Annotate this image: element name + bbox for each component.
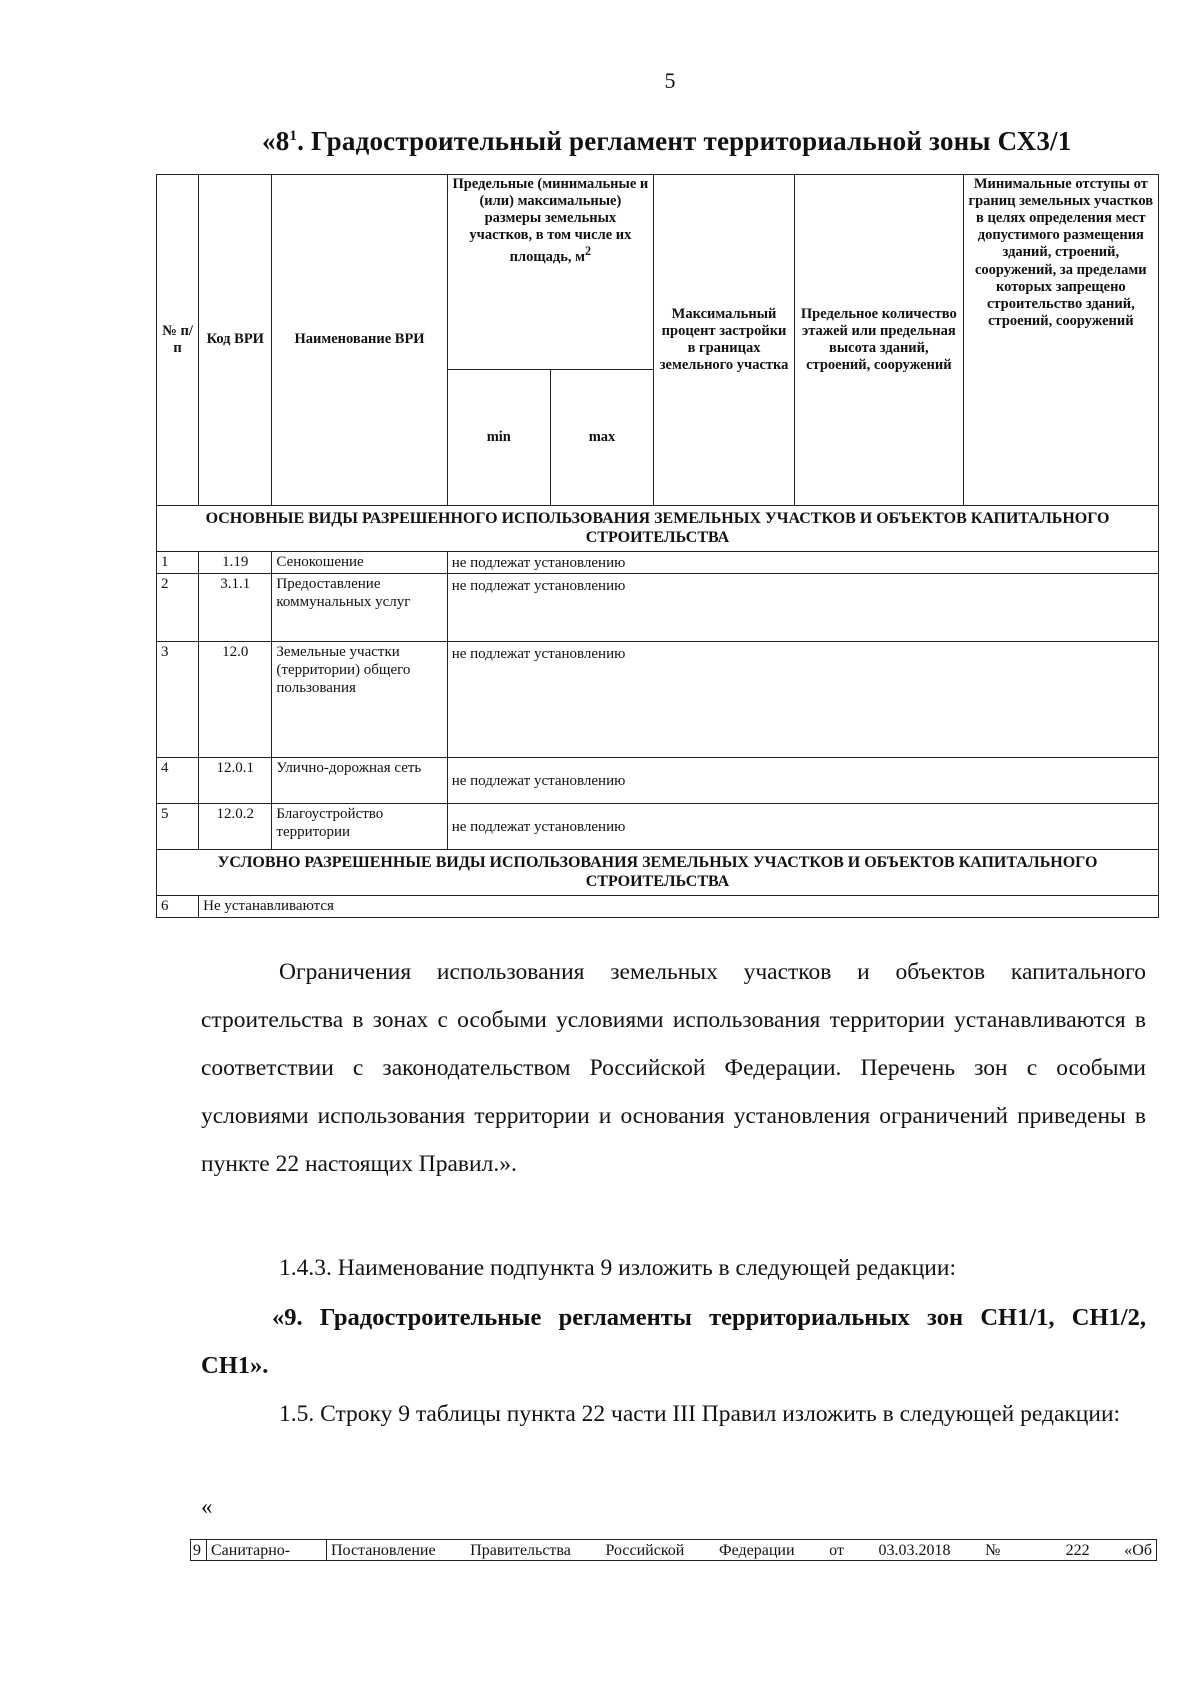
row-num: 5 bbox=[157, 804, 199, 850]
table-row bbox=[157, 574, 1159, 642]
footer-table bbox=[190, 1539, 1157, 1561]
header-sizes-text: Предельные (минимальные и (или) максимальные) размеры земельных участков, в том числе их площадь, м bbox=[452, 176, 649, 266]
quote-open: « bbox=[201, 1494, 213, 1519]
header-sizes-sup: 2 bbox=[585, 244, 592, 259]
row-name: Сенокошение bbox=[272, 552, 447, 574]
footer-text: Постановление Правительства Российской Федерации от 03.03.2018 № 222 «Об bbox=[327, 1540, 1157, 1561]
row-name: Благоустройство территории bbox=[272, 804, 447, 850]
regulation-title bbox=[262, 126, 1071, 157]
header-min: min bbox=[447, 370, 550, 506]
row-num: 4 bbox=[157, 758, 199, 804]
header-sizes bbox=[447, 175, 653, 370]
regulation-table bbox=[156, 174, 1159, 918]
row-num: 6 bbox=[157, 896, 199, 918]
page-number: 5 bbox=[664, 68, 676, 93]
row-code: 1.19 bbox=[199, 552, 272, 574]
table-row bbox=[157, 804, 1159, 850]
header-max: max bbox=[550, 370, 653, 506]
table-row bbox=[157, 642, 1159, 758]
paragraph-9-title-text: «9. Градостроительные регламенты территориальных зон СН1/1, СН1/2, СН1». bbox=[201, 1304, 1146, 1379]
header-floors: Предельное количество этажей или предельная высота зданий, строений, сооружений bbox=[795, 175, 964, 506]
row-note: Не устанавливаются bbox=[199, 896, 1159, 918]
row-code: 12.0.1 bbox=[199, 758, 272, 804]
header-code: Код ВРИ bbox=[199, 175, 272, 506]
paragraph-restrictions-text: Ограничения использования земельных участков и объектов капитального строительства в зонах с особыми условиями использования территории устанавливаются в соответствии с законодательством Российской Федерации. Перечень зон с особыми условиями использования территории и основания установления ограничений приведены в пункте 22 настоящих Правил.». bbox=[201, 959, 1146, 1177]
table-row bbox=[157, 896, 1159, 918]
table-row bbox=[157, 552, 1159, 574]
paragraph-9-title bbox=[201, 1294, 1146, 1390]
table-row bbox=[191, 1540, 1157, 1561]
paragraph-1-5 bbox=[201, 1390, 1146, 1438]
header-setback: Минимальные отступы от границ земельных участков в целях определения мест допустимого размещения зданий, строений, сооружений, за пределами которых запрещено строительство зданий, строений, сооружений bbox=[963, 175, 1158, 506]
row-name: Улично-дорожная сеть bbox=[272, 758, 447, 804]
row-code: 12.0.2 bbox=[199, 804, 272, 850]
row-num: 3 bbox=[157, 642, 199, 758]
row-num: 1 bbox=[157, 552, 199, 574]
paragraph-restrictions bbox=[201, 948, 1146, 1188]
title-superscript: 1 bbox=[289, 128, 298, 144]
row-note: не подлежат установлению bbox=[447, 552, 1158, 574]
row-name: Земельные участки (территории) общего пользования bbox=[272, 642, 447, 758]
row-note: не подлежат установлению bbox=[447, 574, 1158, 642]
title-prefix: «8 bbox=[262, 126, 290, 156]
row-note: не подлежат установлению bbox=[447, 804, 1158, 850]
table-row bbox=[157, 758, 1159, 804]
paragraph-1-4-3: 1.4.3. Наименование подпункта 9 изложить в следующей редакции: bbox=[279, 1255, 956, 1281]
section-conditional: УСЛОВНО РАЗРЕШЕННЫЕ ВИДЫ ИСПОЛЬЗОВАНИЯ ЗЕМЕЛЬНЫХ УЧАСТКОВ И ОБЪЕКТОВ КАПИТАЛЬНОГО СТРОИТЕЛЬСТВА bbox=[157, 850, 1159, 896]
title-text: . Градостроительный регламент территориальной зоны СХ3/1 bbox=[297, 126, 1072, 156]
header-percent: Максимальный процент застройки в границах земельного участка bbox=[654, 175, 795, 506]
row-code: 3.1.1 bbox=[199, 574, 272, 642]
header-num: № п/п bbox=[157, 175, 199, 506]
section-main: ОСНОВНЫЕ ВИДЫ РАЗРЕШЕННОГО ИСПОЛЬЗОВАНИЯ ЗЕМЕЛЬНЫХ УЧАСТКОВ И ОБЪЕКТОВ КАПИТАЛЬНОГО СТРОИТЕЛЬСТВА bbox=[157, 506, 1159, 552]
footer-num: 9 bbox=[191, 1540, 207, 1561]
row-note: не подлежат установлению bbox=[447, 758, 1158, 804]
row-num: 2 bbox=[157, 574, 199, 642]
header-name: Наименование ВРИ bbox=[272, 175, 447, 506]
paragraph-1-5-text: 1.5. Строку 9 таблицы пункта 22 части III Правил изложить в следующей редакции: bbox=[279, 1401, 1121, 1427]
footer-name: Санитарно- bbox=[207, 1540, 327, 1561]
row-code: 12.0 bbox=[199, 642, 272, 758]
row-name: Предоставление коммунальных услуг bbox=[272, 574, 447, 642]
row-note: не подлежат установлению bbox=[447, 642, 1158, 758]
